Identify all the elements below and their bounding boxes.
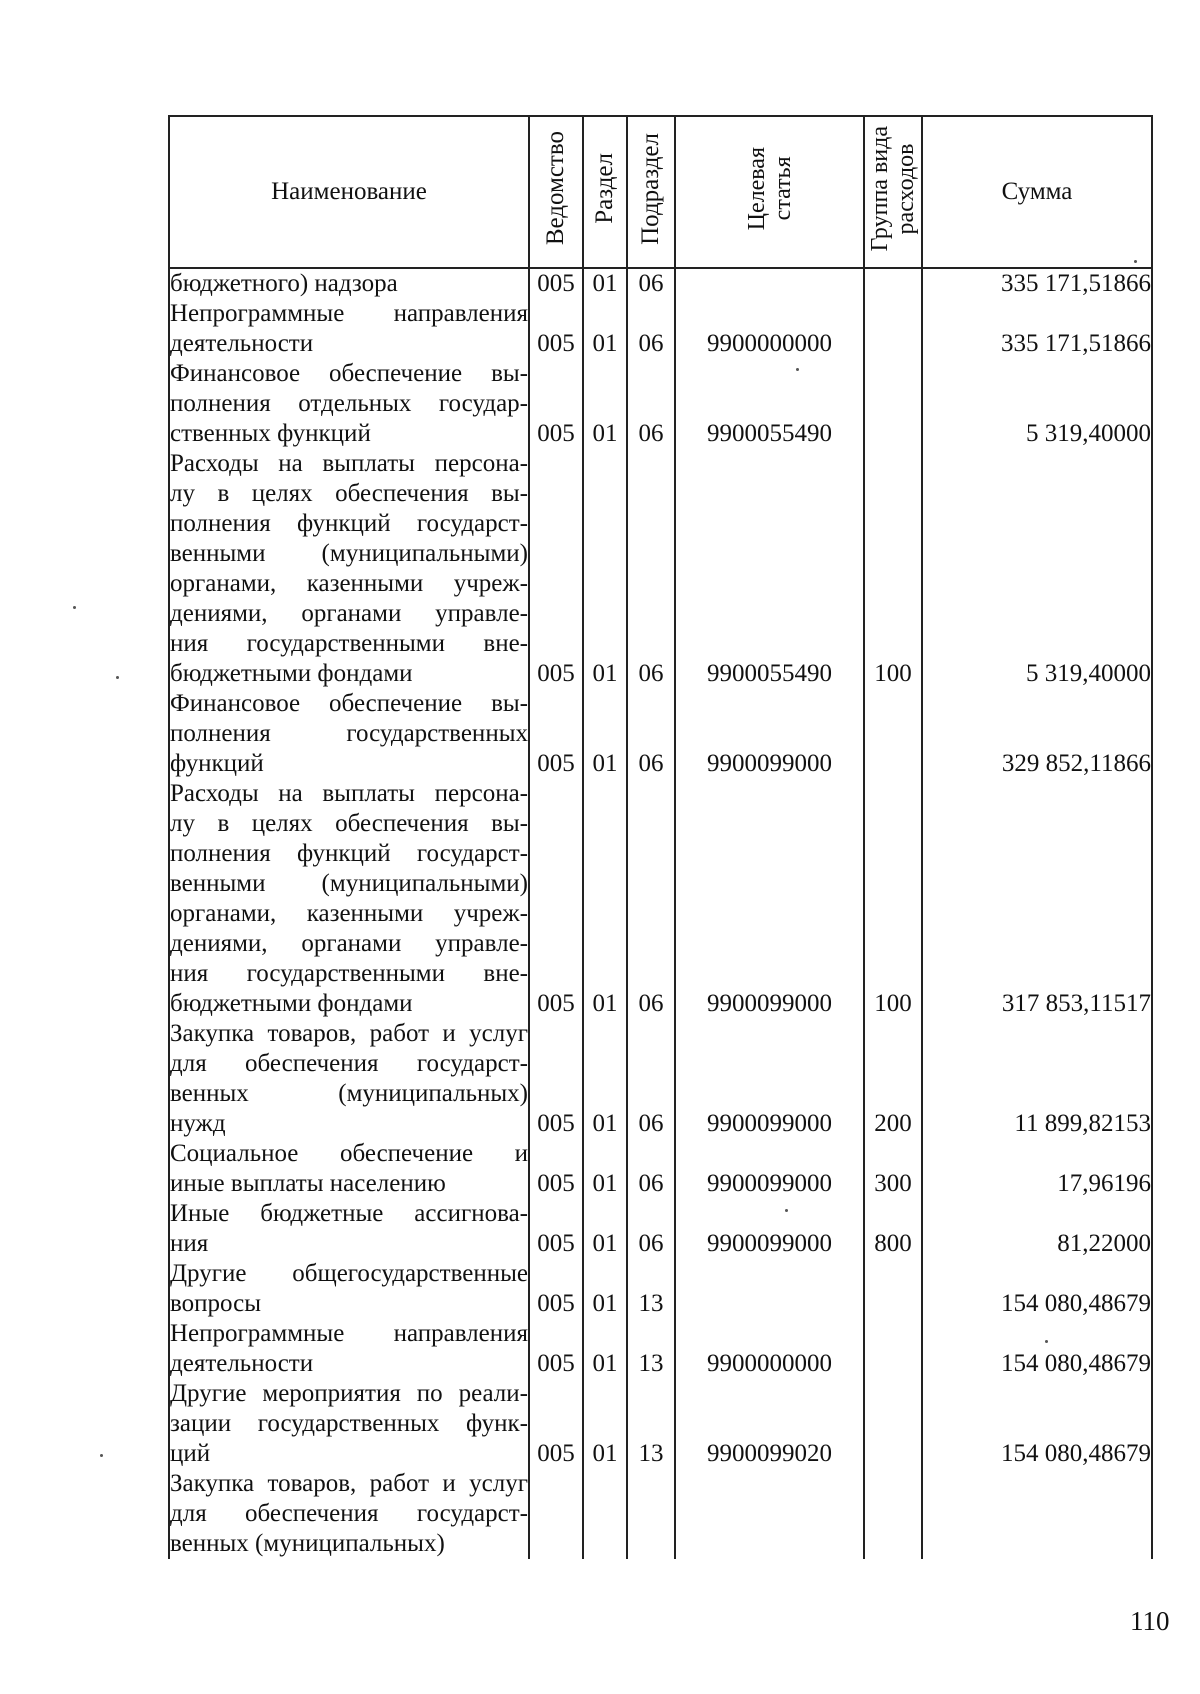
- name-line: венными (муниципальными): [170, 540, 528, 567]
- cell-gruppa-vida: 800: [864, 1199, 922, 1259]
- name-line: лу в целях обеспечения вы-: [170, 810, 528, 837]
- name-line: иные выплаты населению: [170, 1170, 446, 1197]
- cell-celevaya-statya: 9900055490: [675, 359, 864, 449]
- cell-podrazdel: 06: [627, 1139, 675, 1199]
- name-line: для обеспечения государст-: [170, 1500, 528, 1527]
- cell-gruppa-vida: 200: [864, 1019, 922, 1139]
- cell-razdel: 01: [583, 1379, 627, 1469]
- header-podrazdel: Подраздел: [627, 116, 675, 268]
- name-line: ния государственными вне-: [170, 630, 528, 657]
- cell-podrazdel: 13: [627, 1319, 675, 1379]
- cell-razdel: 01: [583, 1259, 627, 1319]
- header-summa: Сумма: [922, 116, 1152, 268]
- name-line: бюджетными фондами: [170, 990, 413, 1017]
- table-row: [169, 299, 1152, 359]
- cell-summa: 317 853,11517: [922, 779, 1152, 1019]
- cell-vedomstvo: 005: [529, 1199, 583, 1259]
- cell-podrazdel: 13: [627, 1259, 675, 1319]
- name-line: полнения отдельных государ-: [170, 390, 528, 417]
- cell-vedomstvo: 005: [529, 299, 583, 359]
- cell-podrazdel: 06: [627, 1199, 675, 1259]
- cell-name: [169, 1199, 529, 1259]
- cell-name: [169, 1379, 529, 1469]
- name-line: ственных функций: [170, 420, 371, 447]
- cell-razdel: 01: [583, 1199, 627, 1259]
- header-gruppa-vida-rashodov: Группа вида расходов: [864, 116, 922, 268]
- cell-razdel: 01: [583, 689, 627, 779]
- cell-summa: 335 171,51866: [922, 268, 1152, 299]
- cell-summa: 17,96196: [922, 1139, 1152, 1199]
- cell-celevaya-statya: 9900055490: [675, 449, 864, 689]
- name-line: Непрограммные направления: [170, 1320, 528, 1347]
- cell-razdel: 01: [583, 449, 627, 689]
- cell-podrazdel: 13: [627, 1379, 675, 1469]
- cell-name: [169, 1259, 529, 1319]
- name-line: зации государственных функ-: [170, 1410, 528, 1437]
- cell-summa: 11 899,82153: [922, 1019, 1152, 1139]
- name-line: Социальное обеспечение и: [170, 1140, 528, 1167]
- cell-razdel: 01: [583, 1319, 627, 1379]
- name-line: бюджетного) надзора: [170, 270, 398, 297]
- cell-razdel: 01: [583, 1139, 627, 1199]
- name-line: Иные бюджетные ассигнова-: [170, 1200, 528, 1227]
- cell-celevaya-statya: 9900000000: [675, 1319, 864, 1379]
- header-name: Наименование: [169, 116, 529, 268]
- name-line: Закупка товаров, работ и услуг: [170, 1020, 528, 1047]
- name-line: вопросы: [170, 1290, 262, 1317]
- cell-name: [169, 689, 529, 779]
- table-row: [169, 1199, 1152, 1259]
- cell-podrazdel: 06: [627, 779, 675, 1019]
- table-row: [169, 359, 1152, 449]
- cell-podrazdel: 06: [627, 1019, 675, 1139]
- cell-celevaya-statya: [675, 1469, 864, 1559]
- name-line: Расходы на выплаты персона-: [170, 450, 528, 477]
- cell-summa: 154 080,48679: [922, 1259, 1152, 1319]
- cell-summa: [922, 1469, 1152, 1559]
- table-row: [169, 1379, 1152, 1469]
- cell-vedomstvo: 005: [529, 1139, 583, 1199]
- name-line: функций: [170, 750, 264, 777]
- cell-gruppa-vida: [864, 1259, 922, 1319]
- header-vedomstvo: Ведомство: [529, 116, 583, 268]
- scan-speck: [785, 1209, 788, 1212]
- cell-podrazdel: 06: [627, 299, 675, 359]
- name-line: Другие общегосударственные: [170, 1260, 528, 1287]
- name-line: деятельности: [170, 1350, 314, 1377]
- cell-summa: 81,22000: [922, 1199, 1152, 1259]
- name-line: венными (муниципальными): [170, 870, 528, 897]
- name-line: венных (муниципальных): [170, 1530, 445, 1557]
- name-line: полнения государственных: [170, 720, 528, 747]
- cell-razdel: [583, 1469, 627, 1559]
- name-line: полнения функций государст-: [170, 510, 528, 537]
- name-line: бюджетными фондами: [170, 660, 413, 687]
- cell-celevaya-statya: 9900099000: [675, 1019, 864, 1139]
- scan-speck: [100, 1454, 103, 1457]
- cell-gruppa-vida: [864, 359, 922, 449]
- cell-celevaya-statya: 9900099000: [675, 1139, 864, 1199]
- cell-name: [169, 449, 529, 689]
- table-row: [169, 689, 1152, 779]
- cell-podrazdel: 06: [627, 449, 675, 689]
- cell-gruppa-vida: [864, 1379, 922, 1469]
- scan-speck: [1134, 260, 1137, 263]
- cell-podrazdel: [627, 1469, 675, 1559]
- name-line: для обеспечения государст-: [170, 1050, 528, 1077]
- table-row: [169, 779, 1152, 1019]
- cell-gruppa-vida: [864, 689, 922, 779]
- name-line: органами, казенными учреж-: [170, 900, 528, 927]
- cell-gruppa-vida: [864, 299, 922, 359]
- cell-name: [169, 779, 529, 1019]
- cell-gruppa-vida: [864, 1319, 922, 1379]
- name-line: Финансовое обеспечение вы-: [170, 690, 528, 717]
- cell-name: [169, 1139, 529, 1199]
- cell-name: [169, 1469, 529, 1559]
- cell-name: [169, 359, 529, 449]
- cell-summa: 335 171,51866: [922, 299, 1152, 359]
- cell-podrazdel: 06: [627, 268, 675, 299]
- cell-celevaya-statya: 9900099000: [675, 779, 864, 1019]
- budget-table: [168, 115, 1153, 1559]
- name-line: полнения функций государст-: [170, 840, 528, 867]
- cell-vedomstvo: 005: [529, 689, 583, 779]
- table-row: [169, 1019, 1152, 1139]
- cell-name: [169, 1019, 529, 1139]
- cell-vedomstvo: 005: [529, 268, 583, 299]
- cell-celevaya-statya: 9900099020: [675, 1379, 864, 1469]
- cell-gruppa-vida: 100: [864, 449, 922, 689]
- name-line: ций: [170, 1440, 211, 1467]
- cell-vedomstvo: 005: [529, 779, 583, 1019]
- name-line: ния: [170, 1230, 209, 1257]
- cell-vedomstvo: [529, 1469, 583, 1559]
- cell-vedomstvo: 005: [529, 359, 583, 449]
- cell-summa: 154 080,48679: [922, 1319, 1152, 1379]
- scan-speck: [796, 368, 799, 371]
- cell-gruppa-vida: 100: [864, 779, 922, 1019]
- header-razdel: Раздел: [583, 116, 627, 268]
- cell-razdel: 01: [583, 299, 627, 359]
- cell-razdel: 01: [583, 779, 627, 1019]
- cell-celevaya-statya: 9900099000: [675, 1199, 864, 1259]
- table-body: [169, 268, 1152, 1559]
- name-line: нужд: [170, 1110, 226, 1137]
- page-number: 110: [1130, 1606, 1170, 1636]
- table-row: [169, 1139, 1152, 1199]
- name-line: ния государственными вне-: [170, 960, 528, 987]
- cell-summa: 154 080,48679: [922, 1379, 1152, 1469]
- table-header-row: [169, 116, 1152, 268]
- name-line: Закупка товаров, работ и услуг: [170, 1470, 528, 1497]
- name-line: деятельности: [170, 330, 314, 357]
- cell-gruppa-vida: 300: [864, 1139, 922, 1199]
- cell-gruppa-vida: [864, 1469, 922, 1559]
- cell-razdel: 01: [583, 268, 627, 299]
- table-row: [169, 449, 1152, 689]
- table-row: [169, 1319, 1152, 1379]
- cell-summa: 5 319,40000: [922, 359, 1152, 449]
- cell-celevaya-statya: [675, 1259, 864, 1319]
- name-line: Финансовое обеспечение вы-: [170, 360, 528, 387]
- cell-celevaya-statya: 9900099000: [675, 689, 864, 779]
- cell-vedomstvo: 005: [529, 1259, 583, 1319]
- cell-celevaya-statya: 9900000000: [675, 299, 864, 359]
- scan-speck: [1045, 1340, 1048, 1343]
- name-line: Другие мероприятия по реали-: [170, 1380, 528, 1407]
- cell-razdel: 01: [583, 1019, 627, 1139]
- cell-name: [169, 268, 529, 299]
- name-line: органами, казенными учреж-: [170, 570, 528, 597]
- name-line: дениями, органами управле-: [170, 930, 528, 957]
- scan-speck: [73, 606, 76, 609]
- cell-podrazdel: 06: [627, 689, 675, 779]
- cell-summa: 5 319,40000: [922, 449, 1152, 689]
- cell-gruppa-vida: [864, 268, 922, 299]
- cell-name: [169, 1319, 529, 1379]
- name-line: венных (муниципальных): [170, 1080, 528, 1107]
- cell-name: [169, 299, 529, 359]
- cell-vedomstvo: 005: [529, 1019, 583, 1139]
- cell-vedomstvo: 005: [529, 449, 583, 689]
- cell-summa: 329 852,11866: [922, 689, 1152, 779]
- table-row: [169, 268, 1152, 299]
- name-line: дениями, органами управле-: [170, 600, 528, 627]
- table-row: [169, 1259, 1152, 1319]
- name-line: лу в целях обеспечения вы-: [170, 480, 528, 507]
- scan-speck: [116, 676, 119, 679]
- cell-celevaya-statya: [675, 268, 864, 299]
- cell-vedomstvo: 005: [529, 1379, 583, 1469]
- table-row: [169, 1469, 1152, 1559]
- header-celevaya-statya: Целевая статья: [675, 116, 864, 268]
- cell-podrazdel: 06: [627, 359, 675, 449]
- name-line: Расходы на выплаты персона-: [170, 780, 528, 807]
- cell-vedomstvo: 005: [529, 1319, 583, 1379]
- name-line: Непрограммные направления: [170, 300, 528, 327]
- cell-razdel: 01: [583, 359, 627, 449]
